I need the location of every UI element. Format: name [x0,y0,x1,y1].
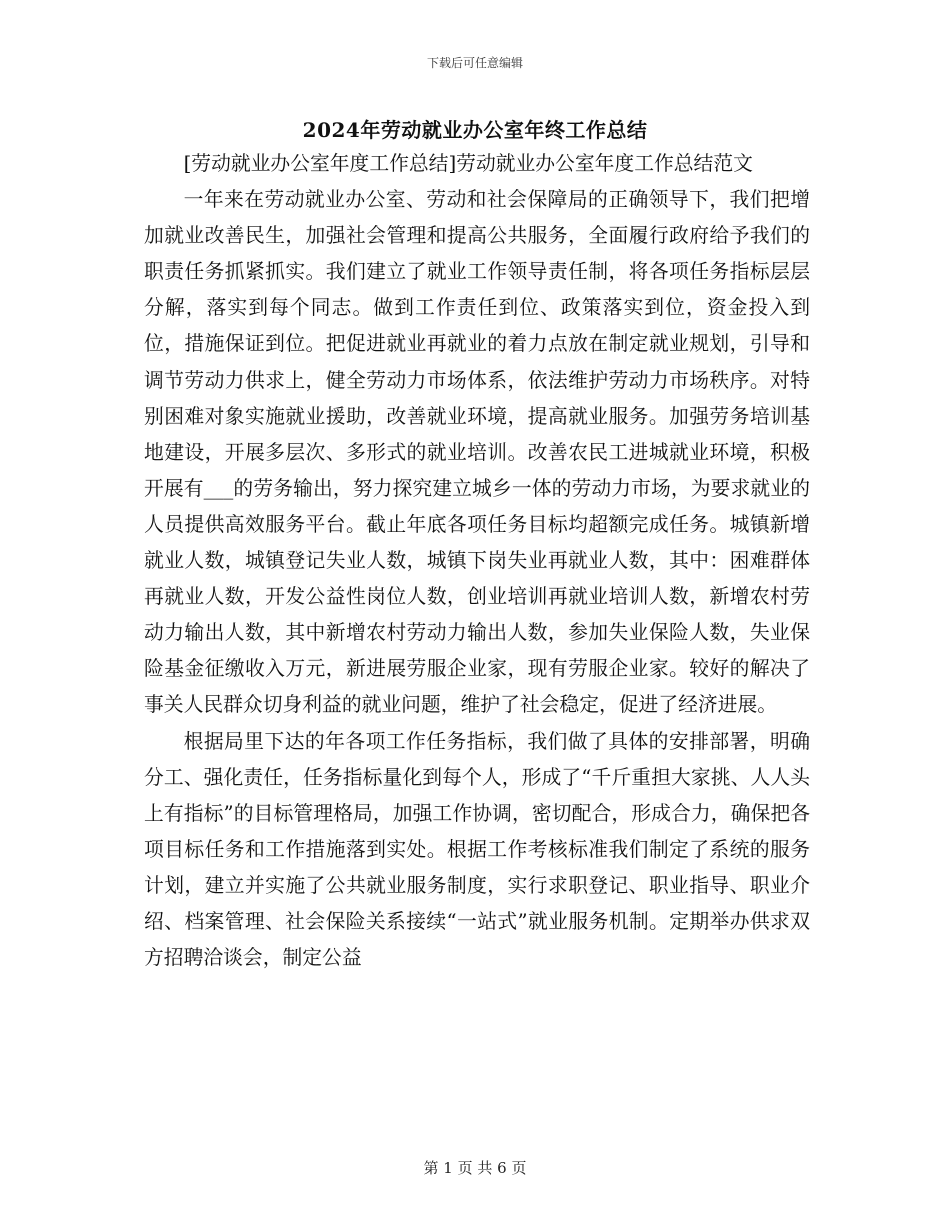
document-body [144,146,810,976]
document-title: 2024年劳动就业办公室年终工作总结 [302,118,648,142]
paragraph-subtitle: [劳动就业办公室年度工作总结]劳动就业办公室年度工作总结范文 [183,152,753,175]
page-header-note: 下载后可任意编辑 [426,56,523,70]
page-number-footer: 第 1 页 共 6 页 [423,1159,527,1177]
paragraph-summary: 一年来在劳动就业办公室、劳动和社会保障局的正确领导下，我们把增加就业改善民生，加强社会管理和提高公共服务，全面履行政府给予我们的职责任务抓紧抓实。我们建立了就业工作领导责任制，将各项任务指标层层分解，落实到每个同志。做到工作责任到位、政策落实到位，资金投入到位，措施保证到位。把促进就业再就业的着力点放在制定就业规划，引导和调节劳动力供求上，健全劳动力市场体系，依法维护劳动力市场秩序。对特别困难对象实施就业援助，改善就业环境，提高就业服务。加强劳务培训基地建设，开展多层次、多形式的就业培训。改善农民工进城就业环境，积极开展有___的劳务输出，努力探究建立城乡一体的劳动力市场，为要求就业的人员提供高效服务平台。截止年底各项任务目标均超额完成任务。城镇新增就业人数，城镇登记失业人数，城镇下岗失业再就业人数，其中：困难群体再就业人数，开发公益性岗位人数，创业培训再就业培训人数，新增农村劳动力输出人数，其中新增农村劳动力输出人数，参加失业保险人数，失业保险基金征缴收入万元，新进展劳服企业家，现有劳服企业家。较好的解决了事关人民群众切身利益的就业问题，维护了社会稳定，促进了经济进展。 [144,188,810,717]
paragraph-arrangement: 根据局里下达的年各项工作任务指标，我们做了具体的安排部署，明确分工、强化责任，任务指标量化到每个人，形成了“千斤重担大家挑、人人头上有指标”的目标管理格局，加强工作协调，密切配合，形成合力，确保把各项目标任务和工作措施落到实处。根据工作考核标准我们制定了系统的服务计划，建立并实施了公共就业服务制度，实行求职登记、职业指导、职业介绍、档案管理、社会保险关系接续“一站式”就业服务机制。定期举办供求双方招聘洽谈会，制定公益 [144,729,810,970]
